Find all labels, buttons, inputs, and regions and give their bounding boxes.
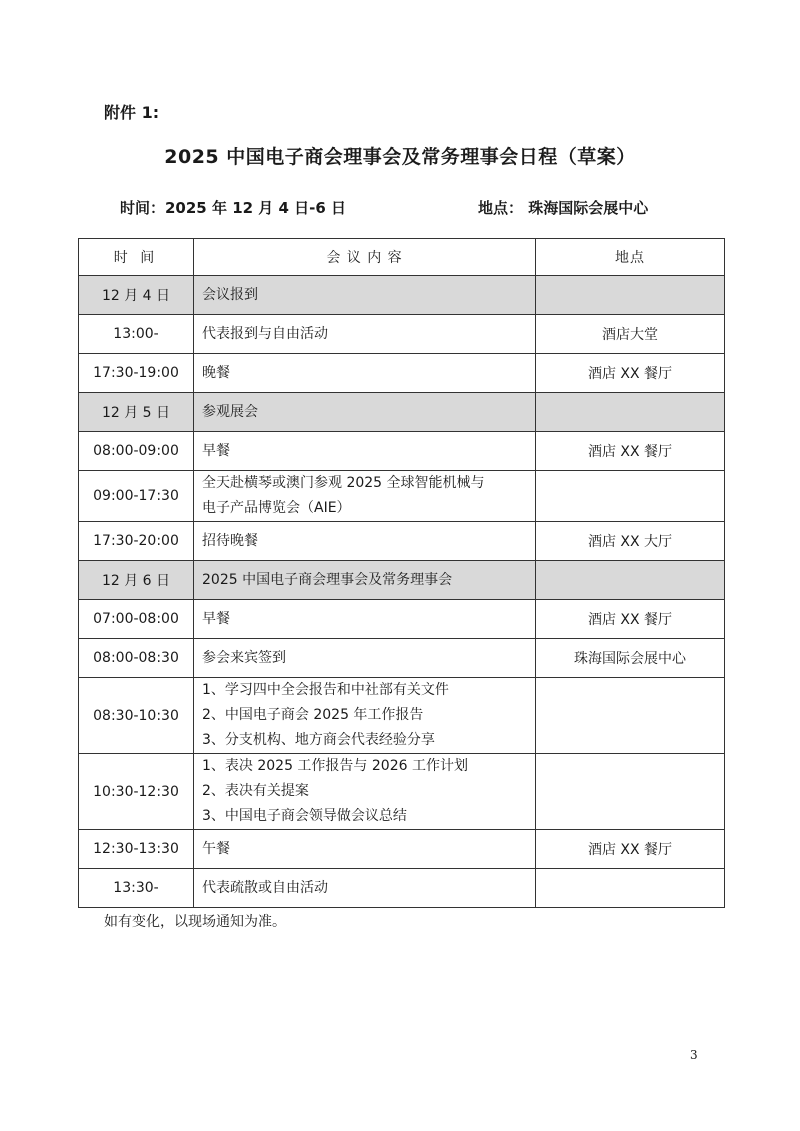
page-number: 3 [690, 1048, 698, 1062]
content-line: 3、中国电子商会领导做会议总结 [202, 808, 407, 824]
content-line: 招待晚餐 [202, 532, 258, 549]
table-header-row [79, 239, 725, 276]
cell-place [536, 678, 725, 754]
cell-content [194, 354, 536, 393]
content-line: 代表报到与自由活动 [202, 325, 328, 342]
day-header-row [79, 393, 725, 432]
cell-place [536, 561, 725, 600]
cell-content [194, 754, 536, 830]
cell-place: 酒店 XX 餐厅 [536, 354, 725, 393]
day-header-row [79, 561, 725, 600]
cell-content [194, 315, 536, 354]
cell-place [536, 754, 725, 830]
content-line: 全天赴横琴或澳门参观 2025 全球智能机械与 [202, 475, 485, 491]
cell-time: 13:30- [79, 869, 194, 908]
table-row [79, 471, 725, 522]
cell-time: 08:00-09:00 [79, 432, 194, 471]
table-row [79, 600, 725, 639]
content-line: 1、学习四中全会报告和中社部有关文件 [202, 682, 449, 698]
table-row [79, 830, 725, 869]
cell-content [194, 471, 536, 522]
cell-content [194, 600, 536, 639]
cell-content [194, 432, 536, 471]
cell-time: 09:00-17:30 [79, 471, 194, 522]
schedule-place: 地点： 珠海国际会展中心 [478, 199, 649, 217]
header-content: 会 议 内 容 [194, 239, 536, 276]
table-row [79, 678, 725, 754]
change-note: 如有变化，以现场通知为准。 [104, 914, 286, 930]
cell-time: 10:30-12:30 [79, 754, 194, 830]
cell-place [536, 869, 725, 908]
cell-place [536, 471, 725, 522]
cell-place [536, 393, 725, 432]
cell-content [194, 678, 536, 754]
content-line: 参会来宾签到 [202, 649, 286, 666]
cell-time: 17:30-19:00 [79, 354, 194, 393]
content-line: 2025 中国电子商会理事会及常务理事会 [202, 571, 453, 588]
content-line: 晚餐 [202, 364, 230, 381]
cell-time: 13:00- [79, 315, 194, 354]
content-line: 午餐 [202, 840, 230, 857]
content-line: 会议报到 [202, 286, 258, 303]
cell-content [194, 393, 536, 432]
table-row [79, 869, 725, 908]
content-line: 早餐 [202, 610, 230, 627]
cell-time: 12 月 5 日 [79, 393, 194, 432]
cell-place [536, 276, 725, 315]
header-time: 时 间 [79, 239, 194, 276]
cell-place: 酒店大堂 [536, 315, 725, 354]
cell-place: 珠海国际会展中心 [536, 639, 725, 678]
content-line: 电子产品博览会（AIE） [202, 500, 351, 516]
cell-place: 酒店 XX 餐厅 [536, 600, 725, 639]
cell-time: 12 月 6 日 [79, 561, 194, 600]
table-row [79, 754, 725, 830]
cell-content [194, 869, 536, 908]
header-place: 地点 [536, 239, 725, 276]
cell-place: 酒店 XX 大厅 [536, 522, 725, 561]
schedule-table-body [79, 239, 725, 908]
content-line: 1、表决 2025 工作报告与 2026 工作计划 [202, 758, 468, 774]
schedule-time: 时间：2025 年 12 月 4 日-6 日 [120, 199, 347, 217]
table-row [79, 522, 725, 561]
table-row [79, 639, 725, 678]
table-row [79, 315, 725, 354]
table-row [79, 354, 725, 393]
cell-content [194, 830, 536, 869]
page-title: 2025 中国电子商会理事会及常务理事会日程（草案） [164, 146, 636, 168]
schedule-table [78, 238, 725, 908]
content-line: 代表疏散或自由活动 [202, 879, 328, 896]
attachment-label: 附件 1: [104, 103, 160, 122]
cell-time: 08:30-10:30 [79, 678, 194, 754]
content-line: 2、中国电子商会 2025 年工作报告 [202, 707, 424, 723]
cell-time: 07:00-08:00 [79, 600, 194, 639]
cell-time: 08:00-08:30 [79, 639, 194, 678]
cell-content [194, 522, 536, 561]
cell-content [194, 561, 536, 600]
cell-content [194, 639, 536, 678]
content-line: 3、分支机构、地方商会代表经验分享 [202, 732, 435, 748]
cell-time: 12:30-13:30 [79, 830, 194, 869]
day-header-row [79, 276, 725, 315]
cell-place: 酒店 XX 餐厅 [536, 432, 725, 471]
content-line: 2、表决有关提案 [202, 783, 309, 799]
cell-time: 12 月 4 日 [79, 276, 194, 315]
content-line: 早餐 [202, 442, 230, 459]
cell-place: 酒店 XX 餐厅 [536, 830, 725, 869]
table-row [79, 432, 725, 471]
content-line: 参观展会 [202, 403, 258, 420]
cell-content [194, 276, 536, 315]
cell-time: 17:30-20:00 [79, 522, 194, 561]
